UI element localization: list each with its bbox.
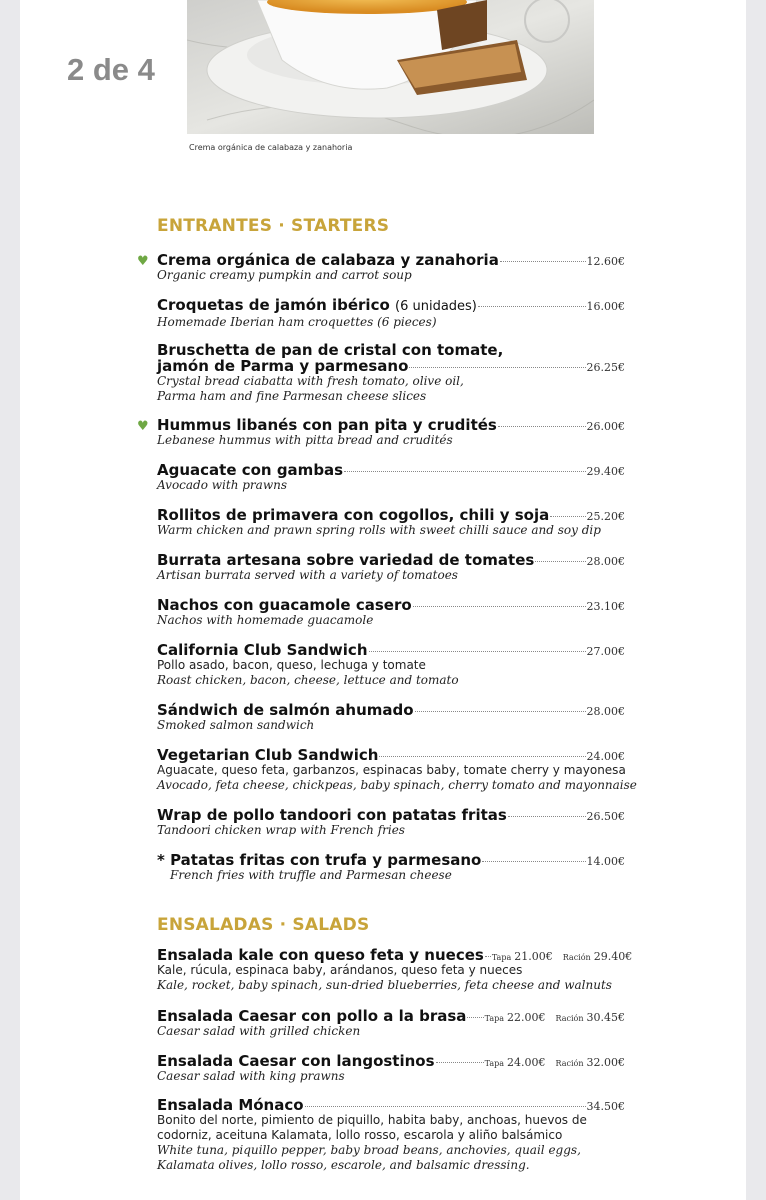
item-price: 14.00€ xyxy=(586,855,625,868)
item-desc-en: Avocado with prawns xyxy=(157,478,287,492)
item-name: Ensalada Mónaco xyxy=(157,1096,304,1114)
item-price: 23.10€ xyxy=(586,600,625,613)
heart-icon: ♥ xyxy=(137,254,149,269)
item-desc-en-line2: Parma ham and fine Parmesan cheese slices xyxy=(157,389,427,403)
item-qty: (6 unidades) xyxy=(395,299,477,314)
menu-item xyxy=(157,252,625,283)
item-desc-en-line2: Kalamata olives, lollo rosso, escarole, and balsamic dressing. xyxy=(157,1158,530,1172)
item-name: Wrap de pollo tandoori con patatas fritas xyxy=(157,806,507,824)
item-name: Hummus libanés con pan pita y crudités xyxy=(157,416,497,434)
menu-item xyxy=(157,297,625,330)
menu-item xyxy=(157,507,625,538)
asterisk-mark: * xyxy=(157,851,165,869)
item-name: Ensalada Caesar con pollo a la brasa xyxy=(157,1007,467,1025)
item-name: Sándwich de salmón ahumado xyxy=(157,701,414,719)
item-name: Croquetas de jamón ibérico xyxy=(157,296,390,314)
item-name: Rollitos de primavera con cogollos, chili y soja xyxy=(157,506,550,524)
item-name-line2: jamón de Parma y parmesano xyxy=(157,357,409,375)
photo-caption: Crema orgánica de calabaza y zanahoria xyxy=(189,143,353,152)
item-name: Bruschetta de pan de cristal con tomate, xyxy=(157,341,504,359)
item-desc-en: French fries with truffle and Parmesan cheese xyxy=(170,868,452,882)
menu-item xyxy=(157,1008,625,1039)
item-name: Aguacate con gambas xyxy=(157,461,344,479)
item-desc-es: Aguacate, queso feta, garbanzos, espinacas baby, tomate cherry y mayonesa xyxy=(157,763,626,777)
menu-item xyxy=(157,342,625,404)
item-price: 26.50€ xyxy=(586,810,625,823)
item-desc-en: Avocado, feta cheese, chickpeas, baby spinach, cherry tomato and mayonnaise xyxy=(157,778,637,792)
item-desc-en: Crystal bread ciabatta with fresh tomato, olive oil, xyxy=(157,374,464,388)
soup-photo xyxy=(187,0,594,134)
tapa-label: Tapa xyxy=(484,1014,505,1023)
item-desc-en: Organic creamy pumpkin and carrot soup xyxy=(157,268,412,282)
item-name: Ensalada Caesar con langostinos xyxy=(157,1052,435,1070)
item-price: 12.60€ xyxy=(586,255,625,268)
item-name: Ensalada kale con queso feta y nueces xyxy=(157,946,484,964)
item-price: 26.00€ xyxy=(586,420,625,433)
item-price: 27.00€ xyxy=(586,645,625,658)
item-desc-en: White tuna, piquillo pepper, baby broad beans, anchovies, quail eggs, xyxy=(157,1143,581,1157)
item-name: Vegetarian Club Sandwich xyxy=(157,746,379,764)
tapa-price: 21.00€ xyxy=(514,950,553,963)
menu-item xyxy=(157,552,625,583)
item-price: 29.40€ xyxy=(586,465,625,478)
item-desc-es: Bonito del norte, pimiento de piquillo, habita baby, anchoas, huevos de xyxy=(157,1113,587,1127)
racion-price: 30.45€ xyxy=(586,1011,625,1024)
item-price: 28.00€ xyxy=(586,555,625,568)
racion-label: Ración xyxy=(562,953,591,962)
tapa-label: Tapa xyxy=(484,1059,505,1068)
menu-item xyxy=(157,946,633,993)
menu-item xyxy=(157,1097,625,1173)
page-indicator: 2 de 4 xyxy=(67,52,155,87)
menu-item xyxy=(157,1053,625,1084)
tapa-label: Tapa xyxy=(491,953,512,962)
menu-item xyxy=(157,417,625,448)
item-desc-en: Homemade Iberian ham croquettes (6 pieces) xyxy=(157,315,437,329)
item-price: 24.00€ xyxy=(586,750,625,763)
item-name: Patatas fritas con trufa y parmesano xyxy=(170,851,482,869)
racion-label: Ración xyxy=(555,1059,584,1068)
menu-item xyxy=(157,746,637,793)
menu-item xyxy=(157,462,625,493)
item-desc-en: Roast chicken, bacon, cheese, lettuce and tomato xyxy=(157,673,459,687)
item-name: Burrata artesana sobre variedad de tomates xyxy=(157,551,535,569)
item-desc-en: Lebanese hummus with pitta bread and crudités xyxy=(157,433,453,447)
item-price: 28.00€ xyxy=(586,705,625,718)
racion-price: 32.00€ xyxy=(586,1056,625,1069)
menu-item xyxy=(157,702,625,733)
tapa-price: 22.00€ xyxy=(507,1011,546,1024)
menu-item xyxy=(157,852,625,883)
item-desc-en: Tandoori chicken wrap with French fries xyxy=(157,823,405,837)
item-desc-es: Pollo asado, bacon, queso, lechuga y tomate xyxy=(157,658,426,672)
menu-item xyxy=(157,642,625,688)
item-price: 34.50€ xyxy=(586,1100,625,1113)
racion-price: 29.40€ xyxy=(593,950,633,963)
item-desc-en: Kale, rocket, baby spinach, sun-dried blueberries, feta cheese and walnuts xyxy=(157,978,612,992)
item-desc-en: Caesar salad with grilled chicken xyxy=(157,1024,361,1038)
menu-item xyxy=(157,807,625,838)
item-desc-es-line2: codorniz, aceituna Kalamata, lollo rosso, escarola y aliño balsámico xyxy=(157,1128,563,1142)
heart-icon: ♥ xyxy=(137,419,149,434)
item-desc-en: Caesar salad with king prawns xyxy=(157,1069,345,1083)
item-name: Crema orgánica de calabaza y zanahoria xyxy=(157,251,499,269)
item-desc-en: Nachos with homemade guacamole xyxy=(157,613,374,627)
item-desc-es: Kale, rúcula, espinaca baby, arándanos, queso feta y nueces xyxy=(157,963,523,977)
item-desc-en: Artisan burrata served with a variety of tomatoes xyxy=(157,568,458,582)
item-name: Nachos con guacamole casero xyxy=(157,596,412,614)
item-desc-en: Smoked salmon sandwich xyxy=(157,718,315,732)
racion-label: Ración xyxy=(555,1014,584,1023)
starters-heading: ENTRANTES · STARTERS xyxy=(157,216,390,236)
item-price: 26.25€ xyxy=(586,361,625,374)
item-price: 25.20€ xyxy=(586,510,625,523)
salads-heading: ENSALADAS · SALADS xyxy=(157,915,370,935)
menu-item xyxy=(157,597,625,628)
item-desc-en: Warm chicken and prawn spring rolls with sweet chilli sauce and soy dip xyxy=(157,523,601,537)
tapa-price: 24.00€ xyxy=(507,1056,546,1069)
item-name: California Club Sandwich xyxy=(157,641,368,659)
item-price: 16.00€ xyxy=(586,300,625,313)
